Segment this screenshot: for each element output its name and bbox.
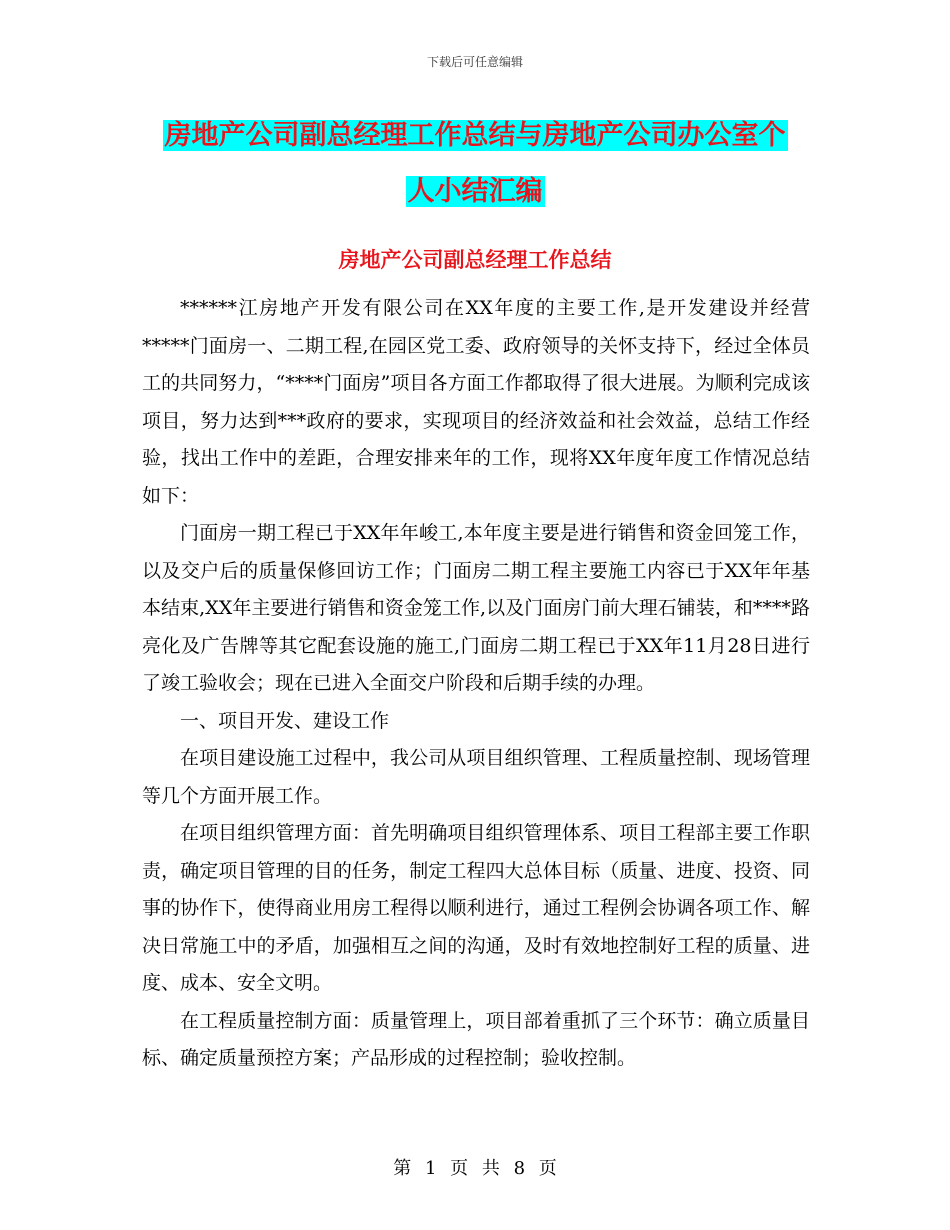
document-title-line-2: 人小结汇编 [407, 176, 543, 207]
section-title: 房地产公司副总经理工作总结 [338, 247, 612, 272]
document-title-line-1: 房地产公司副总经理工作总结与房地产公司办公室个 [164, 120, 786, 151]
page-footer: 第 1 页 共 8 页 [393, 1158, 557, 1179]
header-note: 下载后可任意编辑 [426, 55, 523, 69]
document-body [142, 290, 810, 1078]
paragraph-3: 在项目建设施工过程中，我公司从项目组织管理、工程质量控制、现场管理等几个方面开展工作。 [142, 747, 810, 807]
paragraph-4: 在项目组织管理方面：首先明确项目组织管理体系、项目工程部主要工作职责，确定项目管理的目的任务，制定工程四大总体目标（质量、进度、投资、同事的协作下，使得商业用房工程得以顺利进行，通过工程例会协调各项工作、解决日常施工中的矛盾，加强相互之间的沟通，及时有效地控制好工程的质量、进度、成本、安全文明。 [142, 822, 810, 994]
paragraph-5: 在工程质量控制方面：质量管理上，项目部着重抓了三个环节：确立质量目标、确定质量预控方案；产品形成的过程控制；验收控制。 [142, 1009, 810, 1069]
paragraph-2: 门面房一期工程已于XX年年峻工,本年度主要是进行销售和资金回笼工作，以及交户后的质量保修回访工作；门面房二期工程主要施工内容已于XX年年基本结束,XX年主要进行销售和资金笼工作,以及门面房门前大理石铺装，和****路亮化及广告牌等其它配套设施的施工,门面房二期工程已于XX年11月28日进行了竣工验收会；现在已进入全面交户阶段和后期手续的办理。 [142, 522, 810, 694]
document-title [0, 108, 950, 220]
paragraph-1: ******江房地产开发有限公司在XX年度的主要工作,是开发建设并经营*****门面房一、二期工程,在园区党工委、政府领导的关怀支持下，经过全体员工的共同努力，“****门面房”项目各方面工作都取得了很大进展。为顺利完成该项目，努力达到***政府的要求，实现项目的经济效益和社会效益，总结工作经验，找出工作中的差距，合理安排来年的工作，现将XX年度年度工作情况总结如下： [142, 297, 810, 507]
paragraph-heading-1: 一、项目开发、建设工作 [180, 709, 390, 732]
